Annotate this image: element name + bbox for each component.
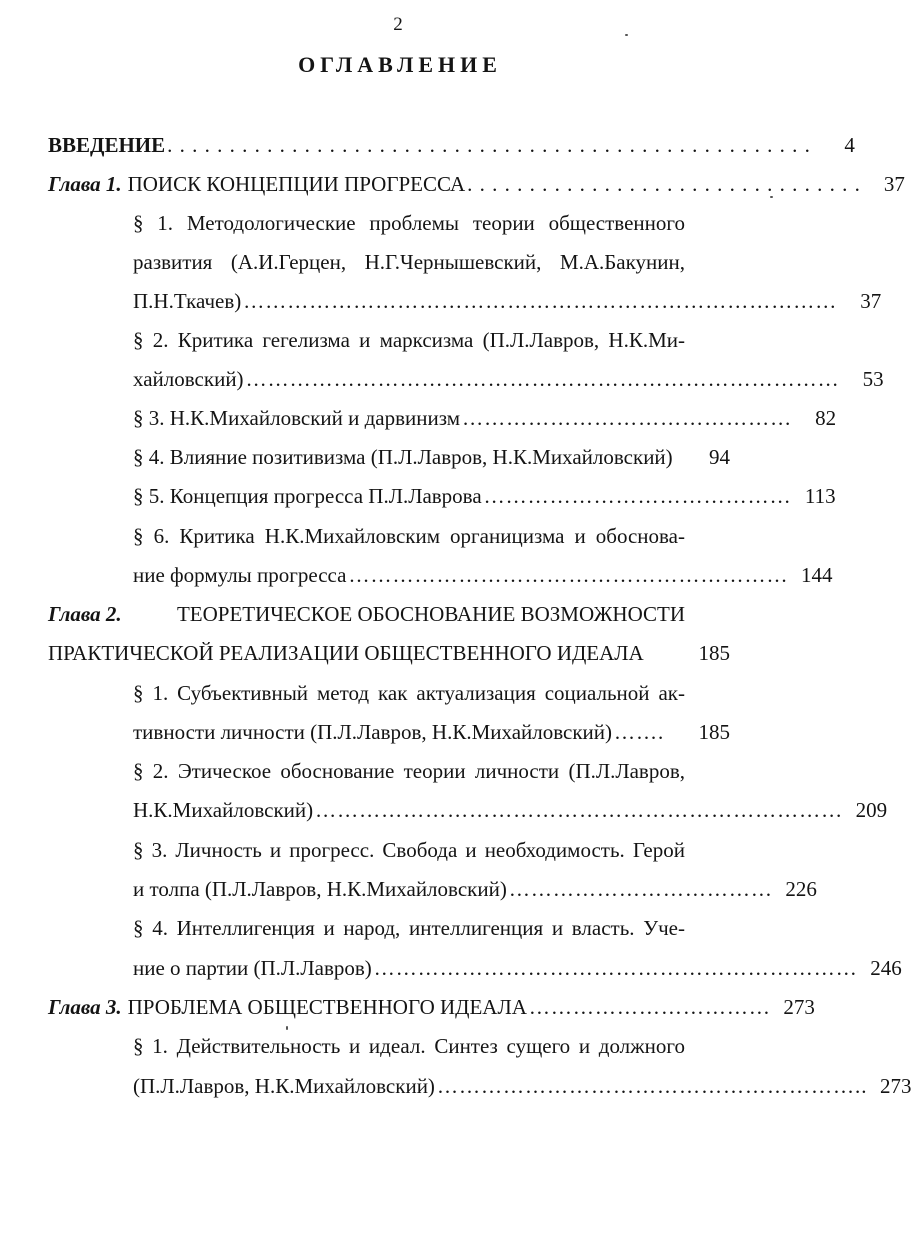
section-2-3-page: 226 — [785, 877, 817, 901]
chapter-2-title-line-1: ТЕОРЕТИЧЕСКОЕ ОБОСНОВАНИЕ ВОЗМОЖНОСТИ — [176, 602, 685, 626]
dot-leader: …………………………………………………… — [348, 563, 789, 587]
section-2-3-line-1[interactable]: § 3. Личность и прогресс. Свобода и необходимость. Герой — [133, 838, 685, 862]
dot-leader: ……………………………………………………………………… — [245, 367, 840, 391]
dot-leader: ………………………………………………….. — [436, 1074, 868, 1098]
intro-page: 4 — [844, 133, 855, 157]
toc-entry-section-2-1[interactable] — [133, 717, 730, 747]
section-2-1-page: 185 — [698, 720, 730, 744]
toc-entry-chapter-1[interactable] — [48, 169, 905, 199]
chapter-3-label: Глава 3. — [48, 995, 122, 1019]
toc-entry-section-1-4[interactable] — [133, 442, 730, 472]
dot-leader: ………………………………………………………… — [373, 956, 858, 980]
chapter-2-label: Глава 2. — [48, 602, 122, 626]
section-1-2-line-1[interactable]: § 2. Критика гегелизма и марксизма (П.Л.Лавров, Н.К.Ми- — [133, 328, 685, 352]
section-1-5-title: § 5. Концепция прогресса П.Л.Лаврова — [133, 484, 482, 508]
chapter-3-title: ПРОБЛЕМА ОБЩЕСТВЕННОГО ИДЕАЛА — [127, 995, 527, 1019]
chapter-1-title: ПОИСК КОНЦЕПЦИИ ПРОГРЕССА — [127, 172, 466, 196]
section-2-2-line-2: Н.К.Михайловский) — [133, 798, 314, 822]
dot-leader: ……………………………………………………………………… — [243, 289, 838, 313]
dot-leader: ……. — [614, 720, 665, 744]
toc-entry-section-1-1[interactable] — [133, 286, 882, 316]
section-1-1-line-3: П.Н.Ткачев) — [133, 289, 242, 313]
toc-entry-chapter-2-cont[interactable] — [48, 638, 730, 668]
section-1-5-page: 113 — [804, 484, 836, 508]
section-2-4-line-1[interactable]: § 4. Интеллигенция и народ, интеллигенция и власть. Уче- — [133, 916, 685, 940]
chapter-2-page: 185 — [698, 641, 730, 665]
scan-speck — [286, 1026, 288, 1030]
chapter-1-page: 37 — [883, 172, 905, 196]
chapter-3-page: 273 — [783, 995, 815, 1019]
dot-leader: …………………………… — [528, 995, 771, 1019]
toc-entry-chapter-2[interactable] — [48, 599, 685, 629]
section-2-1-line-1[interactable]: § 1. Субъективный метод как актуализация социальной ак- — [133, 681, 685, 705]
section-2-4-page: 246 — [870, 956, 902, 980]
toc-entry-chapter-3[interactable] — [48, 992, 815, 1022]
section-2-2-line-1[interactable]: § 2. Этическое обоснование теории личности (П.Л.Лавров, — [133, 759, 685, 783]
toc-heading: ОГЛАВЛЕНИЕ — [298, 52, 502, 77]
section-2-1-line-2: тивности личности (П.Л.Лавров, Н.К.Михайловский) — [133, 720, 613, 744]
toc-entry-section-1-5[interactable] — [133, 481, 836, 511]
chapter-2-title-line-2: ПРАКТИЧЕСКОЙ РЕАЛИЗАЦИИ ОБЩЕСТВЕННОГО ИДЕАЛА — [48, 641, 644, 665]
section-1-1-page: 37 — [860, 289, 882, 313]
dot-leader: ……………………………………… — [462, 406, 793, 430]
section-1-6-line-1[interactable]: § 6. Критика Н.К.Михайловским органицизма и обоснова- — [133, 524, 685, 548]
section-1-2-line-2: хайловский) — [133, 367, 244, 391]
section-1-3-title: § 3. Н.К.Михайловский и дарвинизм — [133, 406, 461, 430]
toc-entry-section-3-1[interactable] — [133, 1071, 911, 1101]
section-1-4-page: 94 — [709, 445, 730, 469]
section-2-4-line-2: ние о партии (П.Л.Лавров) — [133, 956, 372, 980]
scan-speck — [770, 196, 773, 198]
section-2-2-page: 209 — [855, 798, 888, 822]
toc-entry-section-2-2[interactable] — [133, 795, 888, 825]
dot-leader: ……………………………………………………………… — [315, 798, 844, 822]
scan-speck — [625, 34, 628, 36]
toc-entry-section-2-3[interactable] — [133, 874, 817, 904]
section-3-1-page: 273 — [879, 1074, 911, 1098]
dot-leader: . . . . . . . . . . . . . . . . . . . . . . . . . . . . . . . . — [467, 172, 861, 196]
chapter-1-label: Глава 1. — [48, 172, 122, 196]
dot-leader: …………………………………… — [483, 484, 792, 508]
section-2-3-line-2: и толпа (П.Л.Лавров, Н.К.Михайловский) — [133, 877, 507, 901]
dot-leader: ……………………………… — [508, 877, 773, 901]
intro-title: ВВЕДЕНИЕ — [48, 133, 166, 157]
section-1-3-page: 82 — [815, 406, 837, 430]
section-1-2-page: 53 — [862, 367, 884, 391]
dot-leader: . . . . . . . . . . . . . . . . . . . . . . . . . . . . . . . . . . . . . . . . . . . . . . . . . . . . — [167, 133, 811, 157]
section-1-4-title: § 4. Влияние позитивизма (П.Л.Лавров, Н.К.Михайловский) — [133, 445, 673, 469]
toc-entry-section-2-4[interactable] — [133, 953, 902, 983]
section-1-6-line-2: ние формулы прогресса — [133, 563, 347, 587]
page-number: 2 — [393, 14, 403, 35]
toc-entry-intro[interactable] — [48, 130, 855, 160]
toc-entry-section-1-6[interactable] — [133, 560, 833, 590]
section-3-1-line-2: (П.Л.Лавров, Н.К.Михайловский) — [133, 1074, 435, 1098]
section-1-1-line-1[interactable]: § 1. Методологические проблемы теории общественного — [133, 211, 685, 235]
section-3-1-line-1[interactable]: § 1. Действительность и идеал. Синтез сущего и должного — [133, 1034, 685, 1058]
toc-entry-section-1-3[interactable] — [133, 403, 837, 433]
section-1-6-page: 144 — [800, 563, 833, 587]
section-1-1-line-2[interactable]: развития (А.И.Герцен, Н.Г.Чернышевский, М.А.Бакунин, — [133, 250, 685, 274]
toc-entry-section-1-2[interactable] — [133, 364, 884, 394]
